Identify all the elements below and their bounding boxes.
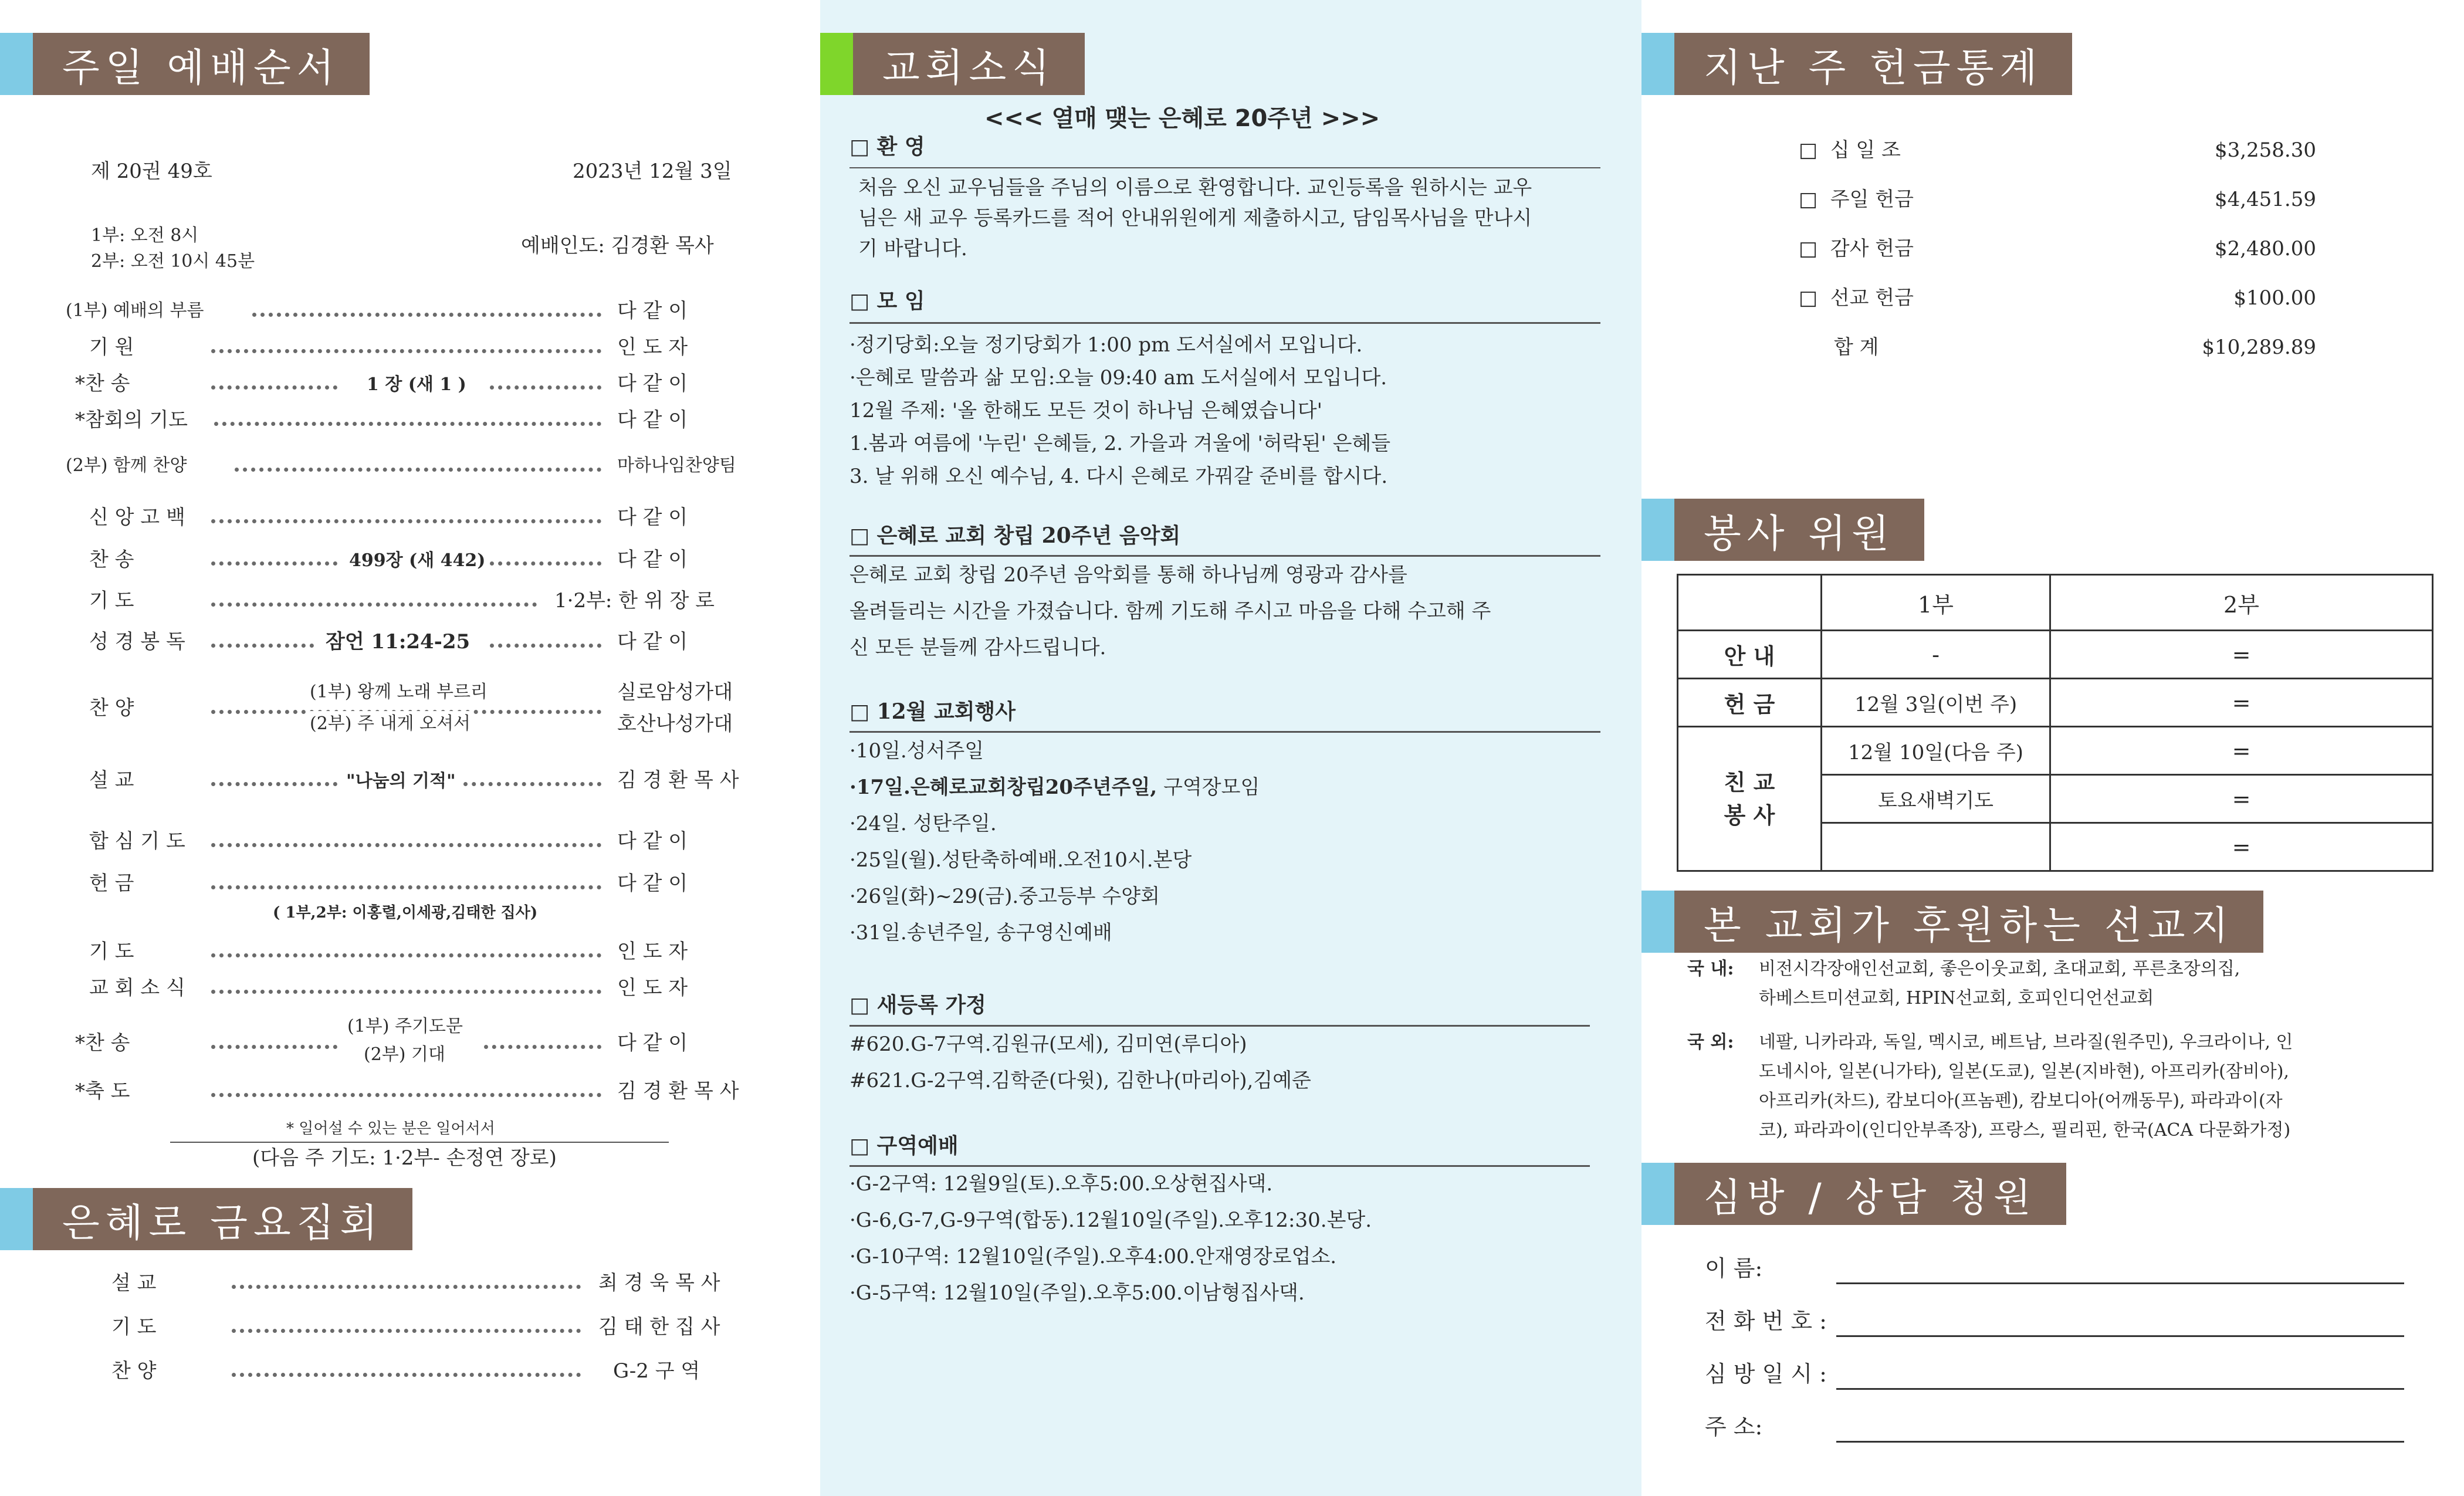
table-header: 2부 [2050,575,2433,631]
divider [849,167,1600,168]
offering-amount: $2,480.00 [2214,237,2316,260]
leader-dots [211,561,337,566]
order-middle: (2부) 주 내게 오셔서 [310,711,471,737]
order-label: 설 교 [89,769,134,792]
welcome-line: 기 바랍니다. [858,237,967,260]
table-cell [1678,575,1822,631]
order-label: *참회의 기도 [75,408,188,432]
name-field[interactable] [1836,1282,2404,1284]
district-title: □ 구역예배 [849,1133,959,1158]
church-news-title: 교회소식 [853,33,1085,95]
row-label-guide: 안 내 [1678,631,1822,679]
table-cell [1822,823,2050,871]
order-middle: "나눔의 기적" [346,771,456,791]
offering-title: 지난 주 헌금통계 [1674,33,2072,95]
leader-dots [211,385,337,390]
meeting-line: 3. 날 위해 오신 예수님, 4. 다시 은혜로 가꿔갈 준비를 합시다. [849,465,1388,488]
order-right: 다 같 이 [617,548,688,571]
order-label: *찬 송 [75,372,130,395]
order-label: (1부) 예배의 부름 [66,300,204,321]
foreign-line: 도네시아, 일본(니가타), 일본(도쿄), 일본(지바현), 아프리카(잠비아), [1759,1061,2289,1082]
header-accent [0,33,33,95]
event-line: ·17일.은혜로교회창립20주년주일, 구역장모임 [849,776,1260,799]
leader-dots [211,603,537,607]
leader-dots [232,1329,581,1333]
checkbox-icon: □ [1799,237,1818,260]
friday-title: 은혜로 금요집회 [33,1188,412,1250]
order-middle: (1부) 주기도문 [347,1016,463,1037]
header-accent [1641,891,1674,953]
new-family-line: #620.G-7구역.김원규(모세), 김미연(루디아) [849,1033,1247,1056]
header-accent [0,1188,33,1250]
order-label: 교 회 소 식 [89,976,185,1000]
row-label-offering: 헌 금 [1678,679,1822,727]
offering-row: □ 주일 헌금 [1799,188,1914,211]
order-label: 신 앙 고 백 [89,506,185,529]
divider [849,731,1600,733]
service-header [1641,499,1924,561]
leader-dots [211,644,314,648]
event-line: ·10일.성서주일 [849,739,984,763]
order-middle: 1 장 (새 1 ) [367,374,466,395]
address-field-label: 주 소: [1705,1414,1763,1440]
checkbox-icon: □ [1799,188,1818,211]
checkbox-icon: □ [1799,286,1818,310]
concert-line: 신 모든 분들께 감사드립니다. [849,636,1106,659]
order-right: 호산나성가대 [617,712,733,736]
leader-dots [211,1045,337,1049]
divider [849,1025,1590,1027]
worship-order-panel [0,0,820,1496]
divider [849,555,1600,557]
visit-date-field-label: 심 방 일 시 : [1705,1361,1827,1387]
order-label: 합 심 기 도 [89,830,185,853]
header-accent [820,33,853,95]
leader-dots [214,422,601,426]
friday-right: G-2 구 역 [613,1359,700,1383]
order-middle: (2부) 기대 [364,1044,445,1065]
friday-label: 설 교 [111,1271,157,1295]
phone-field-label: 전 화 번 호 : [1705,1308,1827,1334]
order-right: 1·2부: 한 위 장 로 [554,589,715,612]
order-label: 찬 송 [89,548,134,571]
divider [849,322,1600,324]
foreign-line: 코), 파라과이(인디안부족장), 프랑스, 필리핀, 한국(ACA 다문화가정) [1759,1120,2291,1140]
table-cell: = [2050,631,2433,679]
order-right: 김 경 환 목 사 [617,769,739,792]
new-family-title: □ 새등록 가정 [849,993,986,1017]
order-right: 다 같 이 [617,1031,688,1055]
leader-dots [490,385,601,390]
leader-dots [232,1373,581,1377]
friday-header [0,1188,412,1250]
leader-dots [211,349,601,353]
order-right: 다 같 이 [617,408,688,432]
order-middle: (1부) 왕께 노래 부르리 [310,679,488,705]
offering-row: □ 십 일 조 [1799,138,1901,162]
mission-header [1641,891,2263,953]
order-right: 인 도 자 [617,336,688,359]
visit-header [1641,1163,2066,1225]
mission-title: 본 교회가 후원하는 선교지 [1674,891,2263,953]
event-line: ·26일(화)~29(금).중고등부 수양회 [849,885,1160,908]
friday-label: 기 도 [111,1315,157,1339]
order-label: *축 도 [75,1079,130,1103]
order-right: 김 경 환 목 사 [617,1079,739,1103]
church-news-panel [820,0,1641,1496]
order-right: 다 같 이 [617,299,688,323]
worship-order-title: 주일 예배순서 [33,33,370,95]
bulletin-date: 2023년 12월 3일 [573,160,732,183]
order-right: 마하나임찬양팀 [617,455,736,476]
concert-title: □ 은혜로 교회 창립 20주년 음악회 [849,523,1181,548]
leader-dots [463,782,601,786]
event-line: ·24일. 성탄주일. [849,812,997,835]
leader-dots [211,885,601,889]
order-label: 기 원 [89,336,134,359]
meeting-line: 1.봄과 여름에 '누린' 은혜들, 2. 가을과 겨울에 '허락된' 은혜들 [849,432,1391,455]
leader-dots [211,953,601,957]
welcome-line: 님은 새 교우 등록카드를 적어 안내위원에게 제출하시고, 담임목사님을 만나시 [858,207,1532,230]
friday-right: 최 경 욱 목 사 [598,1271,720,1295]
table-header: 1부 [1822,575,2050,631]
leader-dots [211,782,337,786]
stand-note: * 일어설 수 있는 분은 일어서서 [286,1120,495,1138]
service-time-1: 1부: 오전 8시 [91,225,199,246]
leader-dots [490,561,601,566]
leader-dots [211,1093,601,1097]
offering-service-panel [1641,0,2464,1496]
foreign-label: 국 외: [1687,1032,1734,1052]
meeting-title: □ 모 임 [849,289,925,313]
new-family-line: #621.G-2구역.김학준(다윗), 김한나(마리아),김예준 [849,1069,1311,1092]
leader-dots [211,990,601,994]
order-right: 다 같 이 [617,372,688,395]
row-label-fellowship: 친 교 봉 사 [1678,727,1822,871]
leader-dots [232,1285,581,1289]
events-title: □ 12월 교회행사 [849,699,1016,724]
domestic-line: 비전시각장애인선교회, 좋은이웃교회, 초대교회, 푸른초장의집, [1759,959,2240,979]
bulletin-volume: 제 20권 49호 [91,160,212,183]
meeting-line: 12월 주제: '올 한해도 모든 것이 하나님 은혜였습니다' [849,399,1322,422]
order-right: 다 같 이 [617,872,688,895]
order-right: 인 도 자 [617,940,688,963]
header-accent [1641,33,1674,95]
meeting-line: ·은혜로 말씀과 삶 모임:오늘 09:40 am 도서실에서 모입니다. [849,366,1387,390]
friday-label: 찬 양 [111,1359,157,1383]
order-middle: 499장 (새 442) [349,550,486,571]
table-cell: 12월 3일(이번 주) [1822,679,2050,727]
offering-total-amount: $10,289.89 [2202,336,2316,359]
order-right: 다 같 이 [617,630,688,654]
table-cell: = [2050,775,2433,823]
checkbox-icon: □ [1799,138,1818,162]
divider [849,1165,1590,1167]
leader-dots [252,313,601,317]
offering-amount: $3,258.30 [2214,138,2316,162]
address-field[interactable] [1836,1441,2404,1443]
table-cell: 12월 10일(다음 주) [1822,727,2050,775]
event-line: ·31일.송년주일, 송구영신예배 [849,921,1112,945]
offering-amount: $4,451.59 [2214,188,2316,211]
offering-amount: $100.00 [2233,286,2316,310]
service-time-2: 2부: 오전 10시 45분 [91,251,255,272]
order-label: 기 도 [89,940,134,963]
leader-dots [484,1045,601,1049]
header-accent [1641,1163,1674,1225]
visit-title: 심방 / 상담 청원 [1674,1163,2066,1225]
divider [170,1142,669,1143]
worship-order-header [0,33,370,95]
meeting-line: ·정기당회:오늘 정기당회가 1:00 pm 도서실에서 모입니다. [849,333,1363,357]
table-cell: = [2050,679,2433,727]
foreign-line: 네팔, 니카라과, 독일, 멕시코, 베트남, 브라질(원주민), 우크라이나, 인 [1759,1032,2293,1052]
district-line: ·G-2구역: 12월9일(토).오후5:00.오상현집사댁. [849,1172,1273,1196]
concert-line: 올려들리는 시간을 가졌습니다. 함께 기도해 주시고 마음을 다해 수고해 주 [849,600,1491,623]
next-week-prayer: (다음 주 기도: 1·2부- 손정연 장로) [252,1146,557,1170]
header-accent [1641,499,1674,561]
district-line: ·G-6,G-7,G-9구역(합동).12월10일(주일).오후12:30.본당. [849,1209,1372,1232]
offering-helpers: ( 1부,2부: 이홍렬,이세광,김태한 집사) [273,904,538,922]
table-cell: = [2050,727,2433,775]
offering-header [1641,33,2072,95]
worship-leader: 예배인도: 김경환 목사 [521,234,714,258]
leader-dots [211,843,601,847]
offering-row: □ 감사 헌금 [1799,237,1914,260]
order-label: (2부) 함께 찬양 [66,455,187,476]
district-line: ·G-5구역: 12월10일(주일).오후5:00.이남형집사댁. [849,1281,1305,1305]
leader-dots [211,519,601,523]
order-middle: 잠언 11:24-25 [326,630,471,654]
visit-date-field[interactable] [1836,1388,2404,1390]
welcome-line: 처음 오신 교우님들을 주님의 이름으로 환영합니다. 교인등록을 원하시는 교우 [858,176,1532,199]
service-table [1677,574,2433,872]
offering-total-label: 합 계 [1834,336,1879,359]
domestic-line: 하베스트미션교회, HPIN선교회, 호피인디언선교회 [1759,988,2154,1008]
order-label: 성 경 봉 독 [89,630,185,654]
service-title: 봉사 위원 [1674,499,1924,561]
leader-dots [235,468,601,472]
offering-row: □ 선교 헌금 [1799,286,1914,310]
order-label: 기 도 [89,589,134,612]
anniversary-banner: <<< 열매 맺는 은혜로 20주년 >>> [984,105,1380,132]
order-right: 인 도 자 [617,976,688,1000]
table-cell: = [2050,823,2433,871]
district-line: ·G-10구역: 12월10일(주일).오후4:00.안재영장로업소. [849,1245,1337,1268]
name-field-label: 이 름: [1705,1255,1763,1281]
order-right: 다 같 이 [617,830,688,853]
welcome-title: □ 환 영 [849,134,925,159]
event-line: ·25일(월).성탄축하예배.오전10시.본당 [849,848,1192,872]
concert-line: 은혜로 교회 창립 20주년 음악회를 통해 하나님께 영광과 감사를 [849,563,1407,587]
order-label: 헌 금 [89,872,134,895]
domestic-label: 국 내: [1687,959,1734,979]
table-cell: - [1822,631,2050,679]
friday-right: 김 태 한 집 사 [598,1315,720,1339]
leader-dots [490,644,601,648]
order-right: 실로암성가대 [617,681,733,704]
order-label: 찬 양 [89,696,134,720]
church-news-header [820,33,1085,95]
order-right: 다 같 이 [617,506,688,529]
order-label: *찬 송 [75,1031,130,1055]
foreign-line: 아프리카(차드), 캄보디아(프놈펜), 캄보디아(어깨동무), 파라과이(자 [1759,1091,2283,1111]
phone-field[interactable] [1836,1335,2404,1337]
table-cell: 토요새벽기도 [1822,775,2050,823]
